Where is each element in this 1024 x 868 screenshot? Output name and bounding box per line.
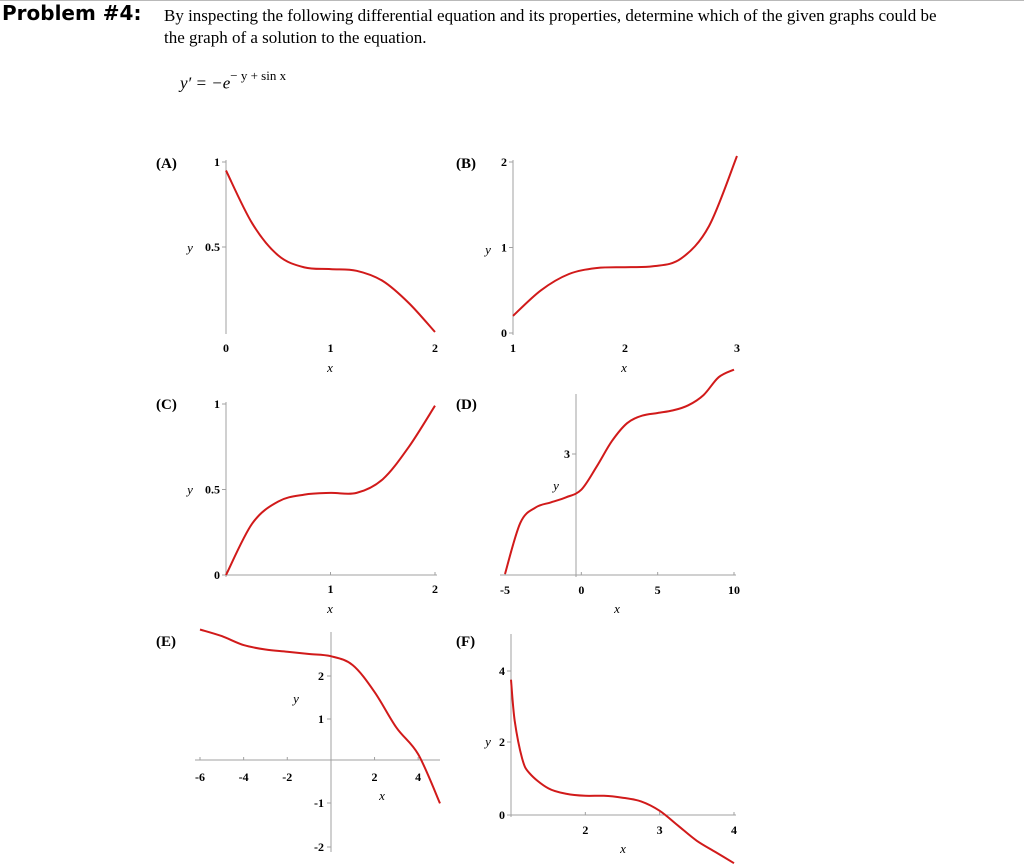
equation-lhs: y′ = −e	[180, 73, 231, 93]
y-axis-label: y	[293, 691, 299, 706]
x-tick-label: 5	[654, 583, 661, 597]
y-tick-label: 2	[318, 669, 324, 683]
equation-exponent: − y + sin x	[230, 68, 287, 83]
solution-curve	[226, 406, 435, 575]
graph-panel-c	[156, 397, 438, 616]
x-tick-label: 1	[327, 341, 334, 355]
x-tick-label: -6	[195, 770, 205, 784]
y-tick-label: 3	[564, 447, 570, 461]
x-axis-label: x	[620, 841, 626, 856]
x-axis-label: x	[327, 360, 333, 375]
y-tick-label: 0	[499, 808, 505, 822]
y-tick-label: 1	[501, 240, 507, 255]
y-axis-label: y	[553, 478, 559, 493]
x-axis-label: x	[614, 601, 620, 616]
solution-curve	[511, 680, 734, 864]
x-tick-label: -4	[238, 770, 249, 784]
y-tick-label: -1	[314, 796, 324, 810]
x-tick-label: 3	[656, 823, 663, 837]
x-tick-label: 2	[622, 341, 628, 355]
x-tick-label: 3	[734, 341, 740, 355]
x-tick-label: 1	[327, 582, 334, 596]
solution-curve	[505, 370, 734, 574]
x-tick-label: -2	[282, 770, 293, 784]
problem-text-line2: the graph of a solution to the equation.	[164, 28, 427, 47]
x-tick-label: 0	[578, 583, 585, 597]
x-tick-label: 4	[415, 770, 422, 784]
graph-panel-e	[156, 630, 440, 855]
x-tick-label: 1	[510, 341, 516, 355]
panel-label-a: (A)	[156, 156, 177, 172]
y-tick-label: 0	[214, 568, 220, 582]
y-axis-label: y	[485, 734, 491, 749]
x-tick-label: -5	[500, 583, 510, 597]
graph-panel-f	[456, 634, 737, 863]
x-tick-label: 2	[432, 341, 438, 355]
problem-text-line1: By inspecting the following differential equation and its properties, determine which of the given graphs could be	[164, 6, 937, 25]
problem-label: Problem #4:	[2, 1, 142, 25]
solution-curve	[513, 156, 737, 316]
graph-panel-a	[156, 155, 438, 375]
y-tick-label: 4	[499, 664, 505, 678]
y-axis-label: y	[187, 240, 193, 255]
y-tick-label: 2	[501, 155, 507, 169]
x-tick-label: 2	[371, 770, 378, 784]
graph-panel-d	[456, 370, 740, 616]
y-tick-label: 1	[214, 397, 220, 411]
y-tick-label: 0.5	[205, 240, 220, 254]
panel-label-e: (E)	[156, 634, 176, 650]
solution-curve	[226, 171, 435, 333]
panel-label-d: (D)	[456, 397, 477, 413]
y-tick-label: 0.5	[205, 482, 220, 497]
graph-panel-b	[456, 155, 740, 375]
x-tick-label: 2	[432, 582, 438, 596]
x-tick-label: 2	[582, 823, 589, 837]
panel-label-b: (B)	[456, 156, 476, 172]
x-tick-label: 10	[728, 583, 740, 597]
y-tick-label: 0	[501, 326, 507, 340]
panel-label-c: (C)	[156, 397, 177, 413]
y-axis-label: y	[187, 482, 193, 497]
panel-label-f: (F)	[456, 634, 476, 650]
y-tick-label: 2	[499, 735, 505, 749]
x-axis-label: x	[327, 601, 333, 616]
x-axis-label: x	[379, 788, 385, 803]
y-axis-label: y	[485, 242, 491, 257]
y-tick-label: -2	[314, 840, 324, 854]
x-tick-label: 0	[223, 341, 229, 355]
y-tick-label: 1	[318, 712, 324, 726]
x-tick-label: 4	[731, 823, 737, 837]
y-tick-label: 1	[214, 155, 220, 169]
x-axis-label: x	[621, 360, 627, 375]
